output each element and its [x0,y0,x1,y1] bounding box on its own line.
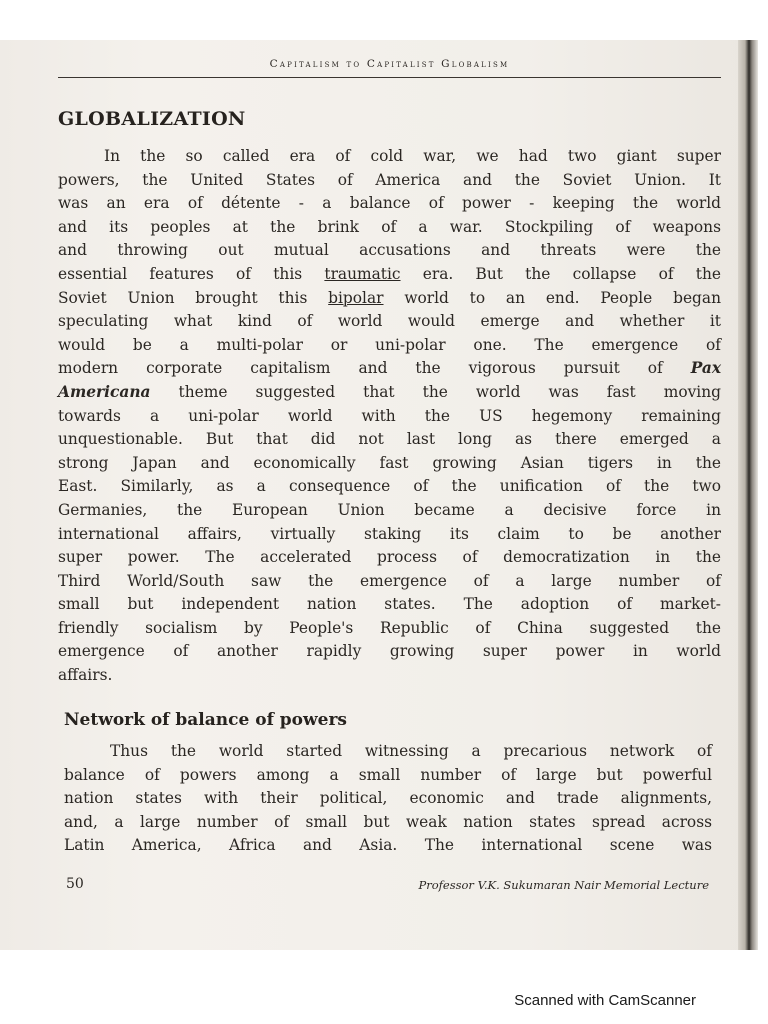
text-line: balance of powers among a small number of large but powerful [64,765,712,784]
text-line: powers, the United States of America and the Soviet Union. It [58,170,721,189]
text-line: nation states with their political, economic and trade alignments, [64,789,712,808]
section-title: GLOBALIZATION [58,108,246,130]
paragraph-globalization [58,145,721,688]
text-segment: essential features of this [58,264,325,283]
text-segment: theme suggested that the world was fast moving [150,382,721,401]
page-number: 50 [66,876,84,892]
scanner-watermark: Scanned with CamScanner [514,992,696,1009]
paragraph-network [64,740,712,858]
italic-term: Americana [58,382,151,401]
underlined-word: bipolar [328,288,384,307]
footer-credit: Professor V.K. Sukumaran Nair Memorial Lecture [418,878,709,892]
text-line: Third World/South saw the emergence of a large number of [58,571,721,590]
text-segment: Soviet Union brought this [58,288,329,307]
text-line: was an era of détente - a balance of power - keeping the world [58,194,721,213]
text-line: super power. The accelerated process of democratization in the [58,548,721,567]
text-line [58,263,721,287]
text-line [58,357,721,381]
text-line: emergence of another rapidly growing super power in world [58,642,721,661]
text-line: speculating what kind of world would emerge and whether it [58,312,721,331]
text-line: and throwing out mutual accusations and threats were the [58,241,721,260]
text-line: East. Similarly, as a consequence of the unification of the two [58,477,721,496]
text-segment: modern corporate capitalism and the vigorous pursuit of [58,359,691,378]
text-line [58,381,721,405]
text-segment: world to an end. People began [383,288,721,307]
subsection-title: Network of balance of powers [64,710,347,730]
header-rule [58,77,721,78]
text-line: Latin America, Africa and Asia. The international scene was [64,836,712,855]
text-line: affairs. [58,666,113,685]
text-line: Thus the world started witnessing a precarious network of [110,742,712,760]
text-line: small but independent nation states. The adoption of market- [58,595,721,614]
running-head: Capitalism to Capitalist Globalism [269,58,510,70]
text-line: would be a multi-polar or uni-polar one. The emergence of [58,335,721,354]
text-line [58,287,721,311]
text-line: and, a large number of small but weak nation states spread across [64,812,712,831]
book-spine-shadow [738,40,758,950]
italic-term: Pax [690,359,721,378]
underlined-word: traumatic [324,264,401,283]
book-page [0,40,745,950]
text-line: friendly socialism by People's Republic of China suggested the [58,618,721,637]
text-line: and its peoples at the brink of a war. Stockpiling of weapons [58,217,721,236]
text-line: unquestionable. But that did not last long as there emerged a [58,430,721,449]
text-segment: era. But the collapse of the [400,264,721,283]
text-line: strong Japan and economically fast growing Asian tigers in the [58,453,721,472]
text-line: In the so called era of cold war, we had two giant super [104,147,721,165]
text-line: Germanies, the European Union became a decisive force in [58,500,721,519]
text-line: international affairs, virtually staking its claim to be another [58,524,721,543]
text-line: towards a uni-polar world with the US hegemony remaining [58,406,721,425]
